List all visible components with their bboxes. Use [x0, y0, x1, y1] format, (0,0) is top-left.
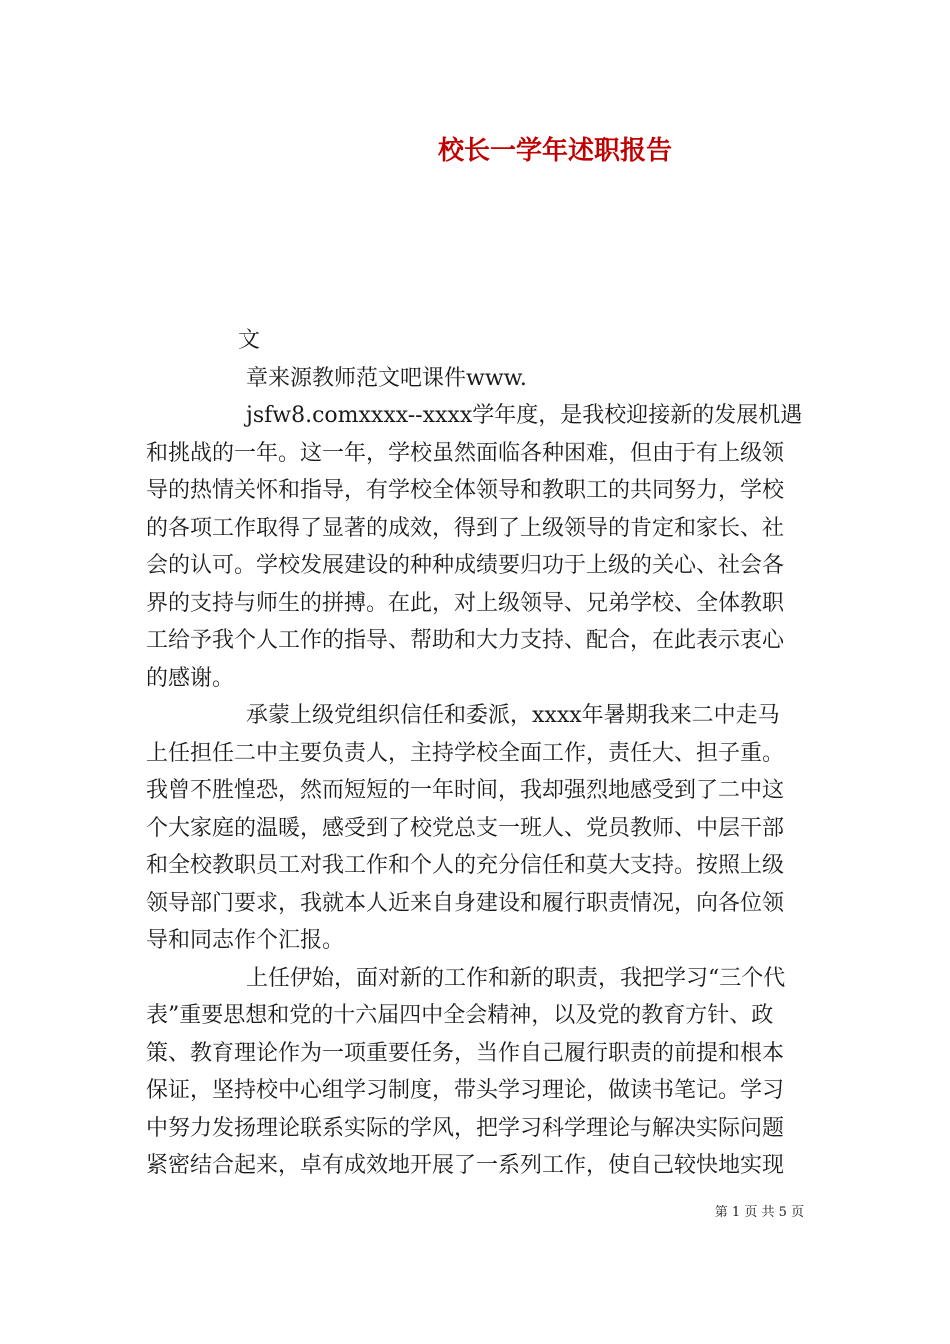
body-text-line: 工给予我个人工作的指导、帮助和大力支持、配合，在此表示衷心: [146, 628, 785, 653]
body-text-line: 的感谢。: [146, 665, 235, 691]
body-text-line: 和全校教职员工对我工作和个人的充分信任和莫大支持。按照上级: [146, 853, 785, 878]
body-text-line: 会的认可。学校发展建设的种种成绩要归功于上级的关心、社会各: [146, 553, 785, 578]
body-text-line: 导的热情关怀和指导，有学校全体领导和教职工的共同努力，学校: [146, 478, 785, 503]
body-text-line: 领导部门要求，我就本人近来自身建设和履行职责情况，向各位领: [146, 890, 785, 916]
body-text-line: jsfw8.comxxxx--xxxx学年度，是我校迎接新的发展机遇: [246, 403, 803, 428]
document-body: [146, 322, 814, 1185]
document-title: 校长一学年述职报告: [437, 136, 672, 166]
body-text-line: 和挑战的一年。这一年，学校虽然面临各种困难，但由于有上级领: [146, 440, 785, 466]
body-text-line: 上任伊始，面对新的工作和新的职责，我把学习“三个代: [246, 965, 786, 991]
page-number-footer: 第 1 页 共 5 页: [714, 1205, 804, 1220]
body-text-line: 表”重要思想和党的十六届四中全会精神，以及党的教育方针、政: [146, 1003, 774, 1028]
body-text-line: 承蒙上级党组织信任和委派，xxxx年暑期我来二中走马: [246, 703, 780, 728]
body-text-line: 章来源教师范文吧课件www.: [246, 365, 527, 391]
body-text-line: 导和同志作个汇报。: [146, 928, 345, 953]
body-text-line: 紧密结合起来，卓有成效地开展了一系列工作，使自己较快地实现: [146, 1153, 785, 1178]
body-text-line: 个大家庭的温暖，感受到了校党总支一班人、党员教师、中层干部: [146, 815, 785, 841]
body-text-line: 保证，坚持校中心组学习制度，带头学习理论，做读书笔记。学习: [146, 1078, 785, 1103]
body-text-line: 中努力发扬理论联系实际的学风，把学习科学理论与解决实际问题: [146, 1115, 785, 1141]
body-text-line: 上任担任二中主要负责人，主持学校全面工作，责任大、担子重。: [146, 740, 785, 766]
body-text-line: 文: [238, 328, 261, 353]
body-text-line: 策、教育理论作为一项重要任务，当作自己履行职责的前提和根本: [146, 1040, 785, 1066]
body-text-line: 我曾不胜惶恐，然而短短的一年时间，我却强烈地感受到了二中这: [146, 778, 785, 803]
body-text-line: 的各项工作取得了显著的成效，得到了上级领导的肯定和家长、社: [146, 515, 785, 541]
body-text-line: 界的支持与师生的拼搏。在此，对上级领导、兄弟学校、全体教职: [146, 590, 785, 616]
